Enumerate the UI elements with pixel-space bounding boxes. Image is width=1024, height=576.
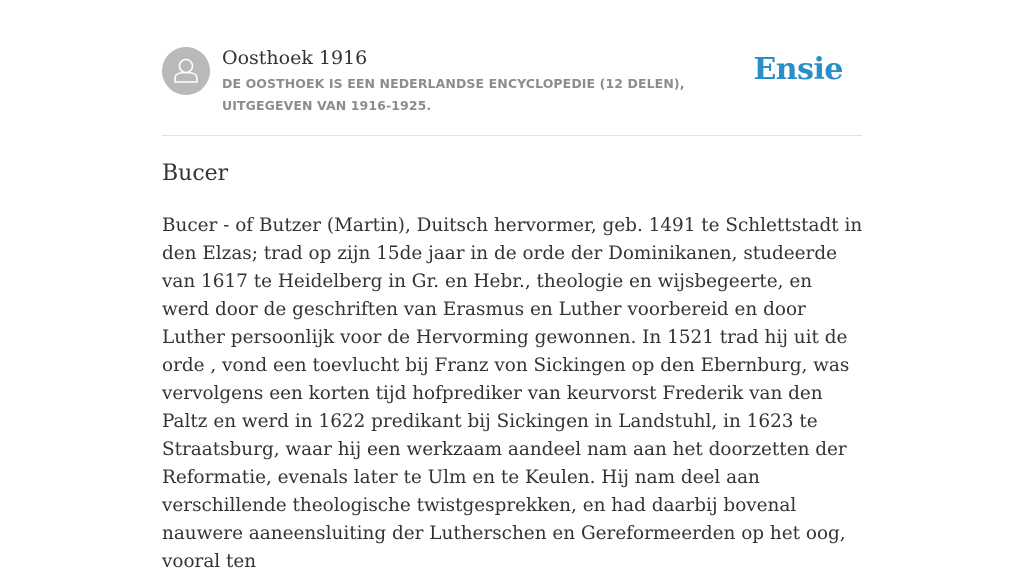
source-header [162,46,862,136]
source-description: DE OOSTHOEK IS EEN NEDERLANDSE ENCYCLOPEDIE (12 DELEN), UITGEGEVEN VAN 1916-1925. [222,76,685,113]
avatar[interactable] [162,47,210,95]
header-divider [162,135,862,136]
source-title[interactable]: Oosthoek 1916 [222,47,368,69]
entry-title: Bucer [162,161,229,186]
user-icon [162,47,210,95]
entry-body: Bucer - of Butzer (Martin), Duitsch hervormer, geb. 1491 te Schlettstadt in den Elzas; trad op zijn 15de jaar in de orde der Dominikanen, studeerde van 1617 te Heidelberg in Gr. en Hebr., theologie en wijsbegeerte, en werd door de geschriften van Erasmus en Luther voorbereid en door Luther persoonlijk voor de Hervorming gewonnen. In 1521 trad hij uit de orde , vond een toevlucht bij Franz von Sickingen op den Ebernburg, was vervolgens een korten tijd hofprediker van keurvorst Frederik van den Paltz en werd in 1622 predikant bij Sickingen in Landstuhl, in 1623 te Straatsburg, waar hij een werkzaam aandeel nam aan het doorzetten der Reformatie, evenals later te Ulm en te Keulen. Hij nam deel aan verschillende theologische twistgesprekken, en had daarbij bovenal nauwere aaneensluiting der Lutherschen en Gereformeerden op het oog, vooral ten [162,215,863,572]
ensie-logo[interactable]: Ensie [753,52,843,87]
